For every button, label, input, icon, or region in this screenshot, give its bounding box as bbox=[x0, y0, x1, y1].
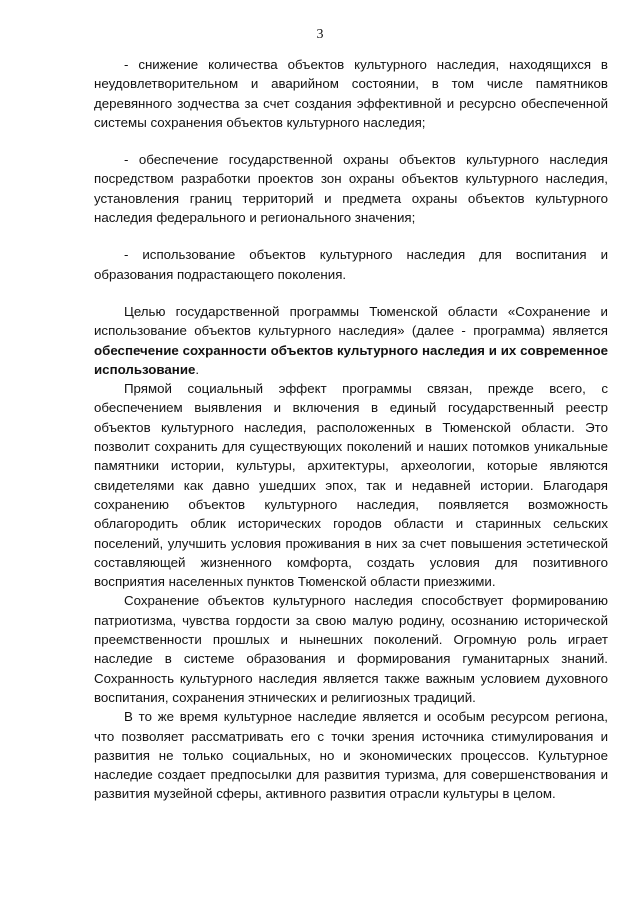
goal-text: Целью государственной программы Тюменской области «Сохранение и использование объектов культурного наследия» (далее - программа) является bbox=[94, 303, 608, 339]
paragraph-education-use: - использование объектов культурного наследия для воспитания и образования подрастающего поколения. bbox=[94, 247, 608, 282]
paragraph-patriotism: Сохранение объектов культурного наследия способствует формированию патриотизма, чувства гордости за свою малую родину, осознанию исторической преемственности прошлых и нынешних поколений. Огромную роль играет наследие в системе образования и формирования гуманитарных знаний. Сохранность культурного наследия является также важным условием духовного воспитания, сохранения этнических и религиозных традиций. bbox=[94, 593, 608, 705]
page-number: 3 bbox=[316, 27, 324, 42]
paragraph-reduce-objects: - снижение количества объектов культурного наследия, находящихся в неудовлетворительном и аварийном состоянии, в том числе памятников деревянного зодчества за счет создания эффективной и ресурсно обеспеченной системы сохранения объектов культурного наследия; bbox=[94, 57, 608, 130]
paragraph-state-protection: - обеспечение государственной охраны объектов культурного наследия посредством разработки проектов зон охраны объектов культурного наследия, установления границ территорий и предмета охраны объектов культурного наследия федерального и регионального значения; bbox=[94, 152, 608, 226]
document-body bbox=[94, 55, 608, 804]
paragraph-regional-resource: В то же время культурное наследие является и особым ресурсом региона, что позволяет рассматривать его с точки зрения источника стимулирования и развития не только социальных, но и экономических процессов. Культурное наследие создает предпосылки для развития туризма, для совершенствования и развития музейной сферы, активного развития отрасли культуры в целом. bbox=[94, 709, 608, 802]
paragraph-program-goal bbox=[94, 302, 608, 379]
goal-text-end: . bbox=[195, 361, 200, 377]
paragraph-social-effect: Прямой социальный эффект программы связан, прежде всего, с обеспечением выявления и включения в единый государственный реестр объектов культурного наследия, расположенных в Тюменской области. Это позволит сохранить для существующих поколений и наших потомков уникальные памятники истории, культуры, архитектуры, археологии, которые являются свидетелями как давно ушедших эпох, так и недавней истории. Благодаря сохранению объектов культурного наследия, появляется возможность облагородить облик исторических городов области и старинных сельских поселений, улучшить условия проживания в них за счет повышения эстетической составляющей жизненного комфорта, создать условия для позитивного восприятия населенных пунктов Тюменской области приезжими. bbox=[94, 381, 608, 590]
goal-bold-text: обеспечение сохранности объектов культурного наследия и их современное использование bbox=[94, 342, 608, 377]
